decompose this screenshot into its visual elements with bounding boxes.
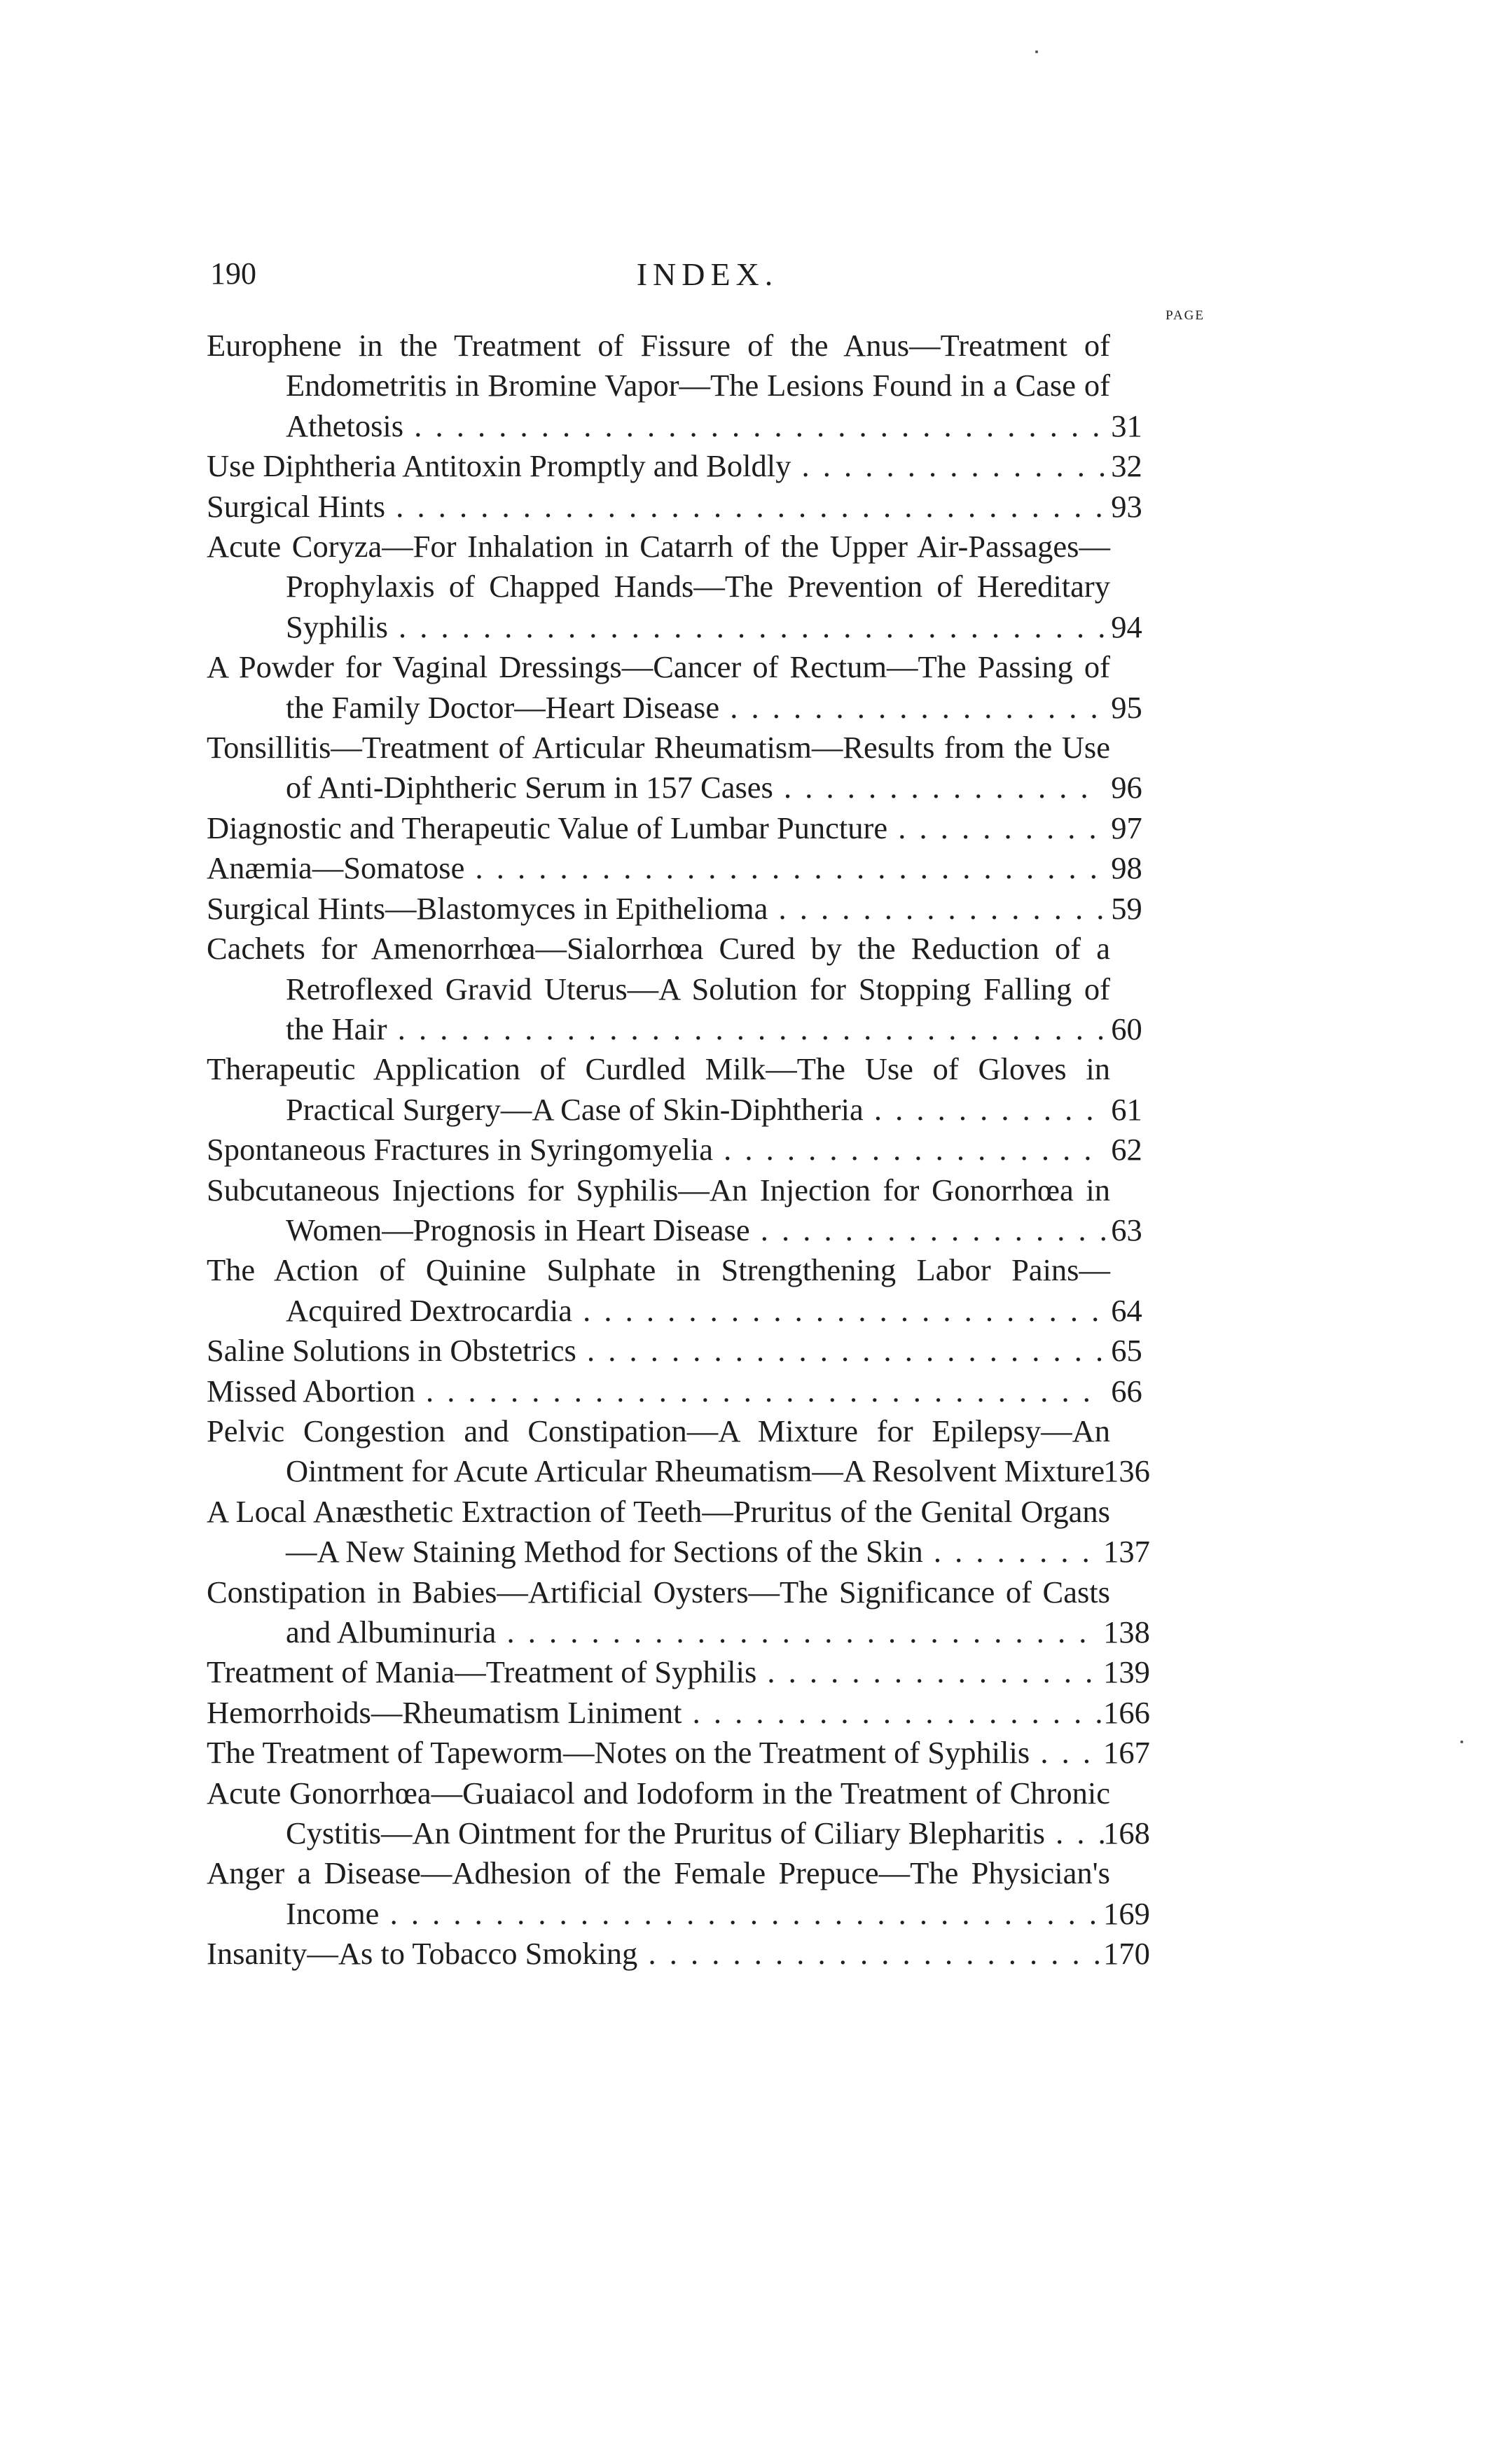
entry-title: Hemorrhoids—Rheumatism Liniment <box>207 1694 682 1730</box>
entry-page-number: 66 <box>1111 1373 1142 1409</box>
entry-page-number: 168 <box>1103 1815 1150 1851</box>
entry-page-number: 96 <box>1111 770 1142 805</box>
index-entry <box>207 487 1205 527</box>
index-entry <box>207 1049 1205 1130</box>
entry-title: Anger a Disease—Adhesion of the Female Prepuce—The Physician's Income <box>207 1855 1110 1931</box>
dot-leader: . . . . . . . . . . . . . . . . . <box>749 1212 1110 1247</box>
dot-leader: . . . . . . . . . . . . . . . . . . . . . . . . . . . . . . . . . <box>403 408 1103 443</box>
entry-title: Diagnostic and Therapeutic Value of Lumbar Puncture <box>207 810 888 845</box>
index-entry <box>207 929 1205 1049</box>
dot-leader: . . . . . . . . . . . . . . . . . . . . . . . . . . . . . . . . . . <box>385 488 1106 524</box>
page-column-label: PAGE <box>1166 308 1205 323</box>
index-entry <box>207 1371 1205 1411</box>
entry-title: Subcutaneous Injections for Syphilis—An Injection for Gonorrhœa in Women—Prognosis in Heart Disease <box>207 1172 1110 1247</box>
entry-page-number: 136 <box>1103 1453 1150 1489</box>
index-entry <box>207 728 1205 808</box>
entry-page-number: 59 <box>1111 890 1142 926</box>
dot-leader: . . . . . . . . . . . . . . . . . . . . . . . . . . . . . . <box>464 850 1100 886</box>
entry-title: The Action of Quinine Sulphate in Strengthening Labor Pains—Acquired Dextrocardia <box>207 1252 1110 1328</box>
entry-page-number: 94 <box>1111 609 1142 644</box>
index-entry <box>207 1572 1205 1653</box>
dot-leader: . . . . . . . . . . . . . . . . . . . . . . . . . . . . . . . . . . <box>387 609 1109 644</box>
index-entry <box>207 1934 1205 1974</box>
dot-leader: . . . . . . . . . . . . . . . . . . . . . . . . . . . . <box>496 1614 1090 1649</box>
index-entry <box>207 889 1205 929</box>
entry-title: Acute Gonorrhœa—Guaiacol and Iodoform in the Treatment of Chronic Cystitis—An Ointment for the Pruritus of Ciliary Blepharitis <box>207 1775 1110 1851</box>
index-entry <box>207 1652 1205 1692</box>
dot-leader: . . . . . . . . . . . . . . . . . . <box>719 689 1101 725</box>
entry-title: Pelvic Congestion and Constipation—A Mixture for Epilepsy—An Ointment for Acute Articular Rheumatism—A Resolvent Mixture <box>207 1413 1110 1489</box>
entry-page-number: 64 <box>1111 1292 1142 1328</box>
entry-page-number: 63 <box>1111 1212 1142 1247</box>
index-entry <box>207 326 1205 446</box>
page-header <box>210 256 1205 323</box>
entry-page-number: 93 <box>1111 488 1142 524</box>
entry-page-number: 170 <box>1103 1936 1150 1972</box>
entry-page-number: 167 <box>1103 1735 1150 1771</box>
index-entry <box>207 527 1205 647</box>
dot-leader: . . . . . . . . . . . . . . . . . . . . . . . . . . . . . . . . <box>415 1373 1093 1409</box>
entry-page-number: 166 <box>1103 1694 1150 1730</box>
entry-page-number: 65 <box>1111 1333 1142 1369</box>
dot-leader: . . . . . . . . . . . . . . . . . . . . . . . . . . . . . . . . . . <box>379 1895 1100 1931</box>
dot-leader: . . . . . . . . . . . . . . . . . . . . . . . . . . . . . . . . . . <box>387 1011 1108 1046</box>
entry-page-number: 139 <box>1103 1654 1150 1690</box>
index-entry <box>207 1250 1205 1331</box>
index-entry <box>207 1170 1205 1251</box>
page-number: 190 <box>210 256 256 291</box>
entry-title: Insanity—As to Tobacco Smoking <box>207 1936 638 1972</box>
dot-leader: . . . . . . . . . . <box>887 810 1100 845</box>
page-title: INDEX. <box>636 256 779 292</box>
dot-leader: . . . . . . . . . . . . . . . <box>791 448 1109 484</box>
entry-title: Cachets for Amenorrhœa—Sialorrhœa Cured by the Reduction of a Retroflexed Gravid Uterus—A Solution for Stopping Falling of the Hair <box>207 931 1110 1046</box>
entry-page-number: 138 <box>1103 1614 1150 1649</box>
entry-title: Anæmia—Somatose <box>207 850 465 886</box>
dot-leader: . . . . . . . . . . . . . . . . <box>768 890 1107 926</box>
page-speck <box>1460 1740 1463 1743</box>
index-entry <box>207 1411 1205 1492</box>
dot-leader: . . . . . . . . . . . . . . . . <box>756 1654 1096 1690</box>
entry-title: Treatment of Mania—Treatment of Syphilis <box>207 1654 757 1690</box>
entry-page-number: 137 <box>1103 1534 1150 1570</box>
index-entry <box>207 647 1205 728</box>
entry-page-number: 169 <box>1103 1895 1150 1931</box>
index-entry <box>207 808 1205 848</box>
index-entry <box>207 1773 1205 1854</box>
entry-title: Constipation in Babies—Artificial Oysters—The Significance of Casts and Albuminuria <box>207 1574 1110 1649</box>
entry-title: Use Diphtheria Antitoxin Promptly and Boldly <box>207 448 791 484</box>
entry-title: Europhene in the Treatment of Fissure of the Anus—Treatment of Endometritis in Bromine Vapor—The Lesions Found in a Case of Athetosis <box>207 328 1110 443</box>
dot-leader: . . . . . . . . . . . . . . . . . . . . <box>682 1694 1106 1730</box>
entry-page-number: 62 <box>1111 1132 1142 1168</box>
entry-title: Surgical Hints <box>207 488 386 524</box>
dot-leader: . . . <box>1030 1735 1093 1771</box>
page-speck <box>1035 50 1038 53</box>
dot-leader: . . . . . . . . . . . <box>863 1091 1097 1127</box>
entry-page-number: 97 <box>1111 810 1142 845</box>
index-entry <box>207 1331 1205 1371</box>
entry-title: Tonsillitis—Treatment of Articular Rheumatism—Results from the Use of Anti-Diphtheric Serum in 157 Cases <box>207 730 1110 805</box>
index-entry <box>207 1693 1205 1733</box>
entry-title: Missed Abortion <box>207 1373 415 1409</box>
index-entry <box>207 848 1205 888</box>
entry-page-number: 60 <box>1111 1011 1142 1046</box>
entry-page-number: 31 <box>1111 408 1142 443</box>
entry-page-number: 61 <box>1111 1091 1142 1127</box>
dot-leader: . . . . . . . . . . . . . . . <box>773 770 1091 805</box>
entry-title: The Treatment of Tapeworm—Notes on the Treatment of Syphilis <box>207 1735 1030 1771</box>
entry-page-number: 98 <box>1111 850 1142 886</box>
entry-title: Surgical Hints—Blastomyces in Epithelioma <box>207 890 768 926</box>
dot-leader: . . . . . . . . . . . . . . . . . . . . . . <box>637 1936 1104 1972</box>
entry-page-number: 95 <box>1111 689 1142 725</box>
entry-title: Saline Solutions in Obstetrics <box>207 1333 576 1369</box>
index-entry <box>207 1130 1205 1170</box>
index-entries <box>207 326 1205 1974</box>
entry-title: A Powder for Vaginal Dressings—Cancer of Rectum—The Passing of the Family Doctor—Heart Disease <box>207 649 1110 725</box>
entry-title: A Local Anæsthetic Extraction of Teeth—Pruritus of the Genital Organs—A New Staining Method for Sections of the Skin <box>207 1493 1110 1570</box>
index-entry <box>207 1733 1205 1773</box>
index-entry <box>207 446 1205 486</box>
entry-title: Acute Coryza—For Inhalation in Catarrh of the Upper Air-Passages—Prophylaxis of Chapped Hands—The Prevention of Hereditary Syphilis <box>207 529 1110 644</box>
dot-leader: . . . . . . . . . . . . . . . . . . . . . . . . . <box>576 1333 1107 1369</box>
index-entry <box>207 1492 1205 1572</box>
dot-leader: . . . <box>1045 1815 1109 1851</box>
entry-title: Spontaneous Fractures in Syringomyelia <box>207 1132 714 1168</box>
entry-page-number: 32 <box>1111 448 1142 484</box>
dot-leader: . . . . . . . . <box>922 1534 1093 1570</box>
index-entry <box>207 1853 1205 1934</box>
entry-title: Therapeutic Application of Curdled Milk—The Use of Gloves in Practical Surgery—A Case of Skin-Diphtheria <box>207 1051 1110 1127</box>
dot-leader: . . . . . . . . . . . . . . . . . . . . . . . . . <box>572 1292 1102 1328</box>
dot-leader: . . . . . . . . . . . . . . . . . . <box>713 1132 1095 1168</box>
